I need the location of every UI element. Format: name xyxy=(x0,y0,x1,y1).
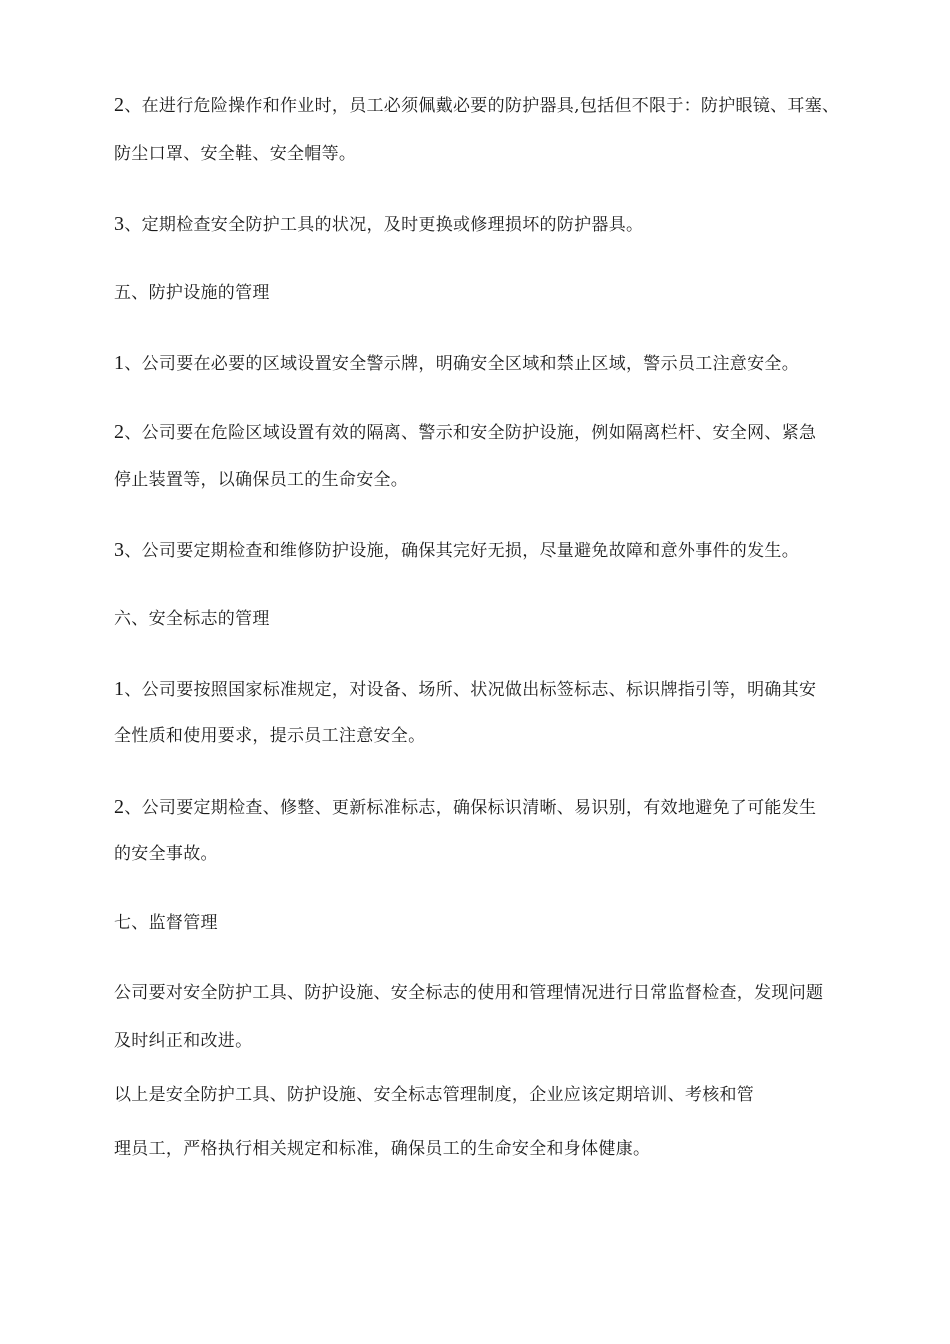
paragraph-line xyxy=(114,1084,754,1106)
paragraph-line xyxy=(114,982,823,1004)
paragraph-line xyxy=(114,678,816,701)
line-text: 、公司要按照国家标准规定，对设备、场所、状况做出标签标志、标识牌指引等，明确其安 xyxy=(124,680,817,700)
line-text: 七、监督管理 xyxy=(114,913,218,933)
line-text: 的安全事故。 xyxy=(114,844,218,864)
paragraph-line xyxy=(114,1030,252,1052)
paragraph-line xyxy=(114,796,816,819)
paragraph-line xyxy=(114,421,816,444)
section-heading xyxy=(114,912,218,934)
line-text: 六、安全标志的管理 xyxy=(114,609,270,629)
item-number: 3 xyxy=(114,539,125,561)
line-text: 及时纠正和改进。 xyxy=(114,1031,253,1051)
line-text: 、在进行危险操作和作业时，员工必须佩戴必要的防护器具,包括但不限于：防护眼镜、耳塞、 xyxy=(124,96,840,116)
line-text: 、定期检查安全防护工具的状况，及时更换或修理损坏的防护器具。 xyxy=(124,215,644,235)
line-text: 停止装置等，以确保员工的生命安全。 xyxy=(114,470,409,490)
line-text: 、公司要在必要的区域设置安全警示牌，明确安全区域和禁止区域，警示员工注意安全。 xyxy=(124,354,800,374)
paragraph-line xyxy=(114,352,799,375)
paragraph-line xyxy=(114,539,799,562)
line-text: 以上是安全防护工具、防护设施、安全标志管理制度，企业应该定期培训、考核和管 xyxy=(114,1085,755,1105)
line-text: 公司要对安全防护工具、防护设施、安全标志的使用和管理情况进行日常监督检查，发现问题 xyxy=(114,983,824,1003)
line-text: 、公司要在危险区域设置有效的隔离、警示和安全防护设施，例如隔离栏杆、安全网、紧急 xyxy=(124,423,817,443)
section-heading xyxy=(114,282,270,304)
line-text: 、公司要定期检查、修整、更新标准标志，确保标识清晰、易识别，有效地避免了可能发生 xyxy=(124,798,817,818)
item-number: 1 xyxy=(114,678,125,700)
paragraph-line xyxy=(114,469,408,491)
line-text: 五、防护设施的管理 xyxy=(114,283,270,303)
line-text: 、公司要定期检查和维修防护设施，确保其完好无损，尽量避免故障和意外事件的发生。 xyxy=(124,541,800,561)
item-number: 1 xyxy=(114,352,125,374)
paragraph-line xyxy=(114,1138,650,1160)
line-text: 防尘口罩、安全鞋、安全帽等。 xyxy=(114,144,357,164)
paragraph-line xyxy=(114,143,356,165)
item-number: 3 xyxy=(114,213,125,235)
line-text: 理员工，严格执行相关规定和标准，确保员工的生命安全和身体健康。 xyxy=(114,1139,651,1159)
item-number: 2 xyxy=(114,94,125,116)
item-number: 2 xyxy=(114,796,125,818)
item-number: 2 xyxy=(114,421,125,443)
section-heading xyxy=(114,608,270,630)
paragraph-line xyxy=(114,725,425,747)
paragraph-line xyxy=(114,213,643,236)
line-text: 全性质和使用要求，提示员工注意安全。 xyxy=(114,726,426,746)
paragraph-line xyxy=(114,94,839,117)
paragraph-line xyxy=(114,843,218,865)
